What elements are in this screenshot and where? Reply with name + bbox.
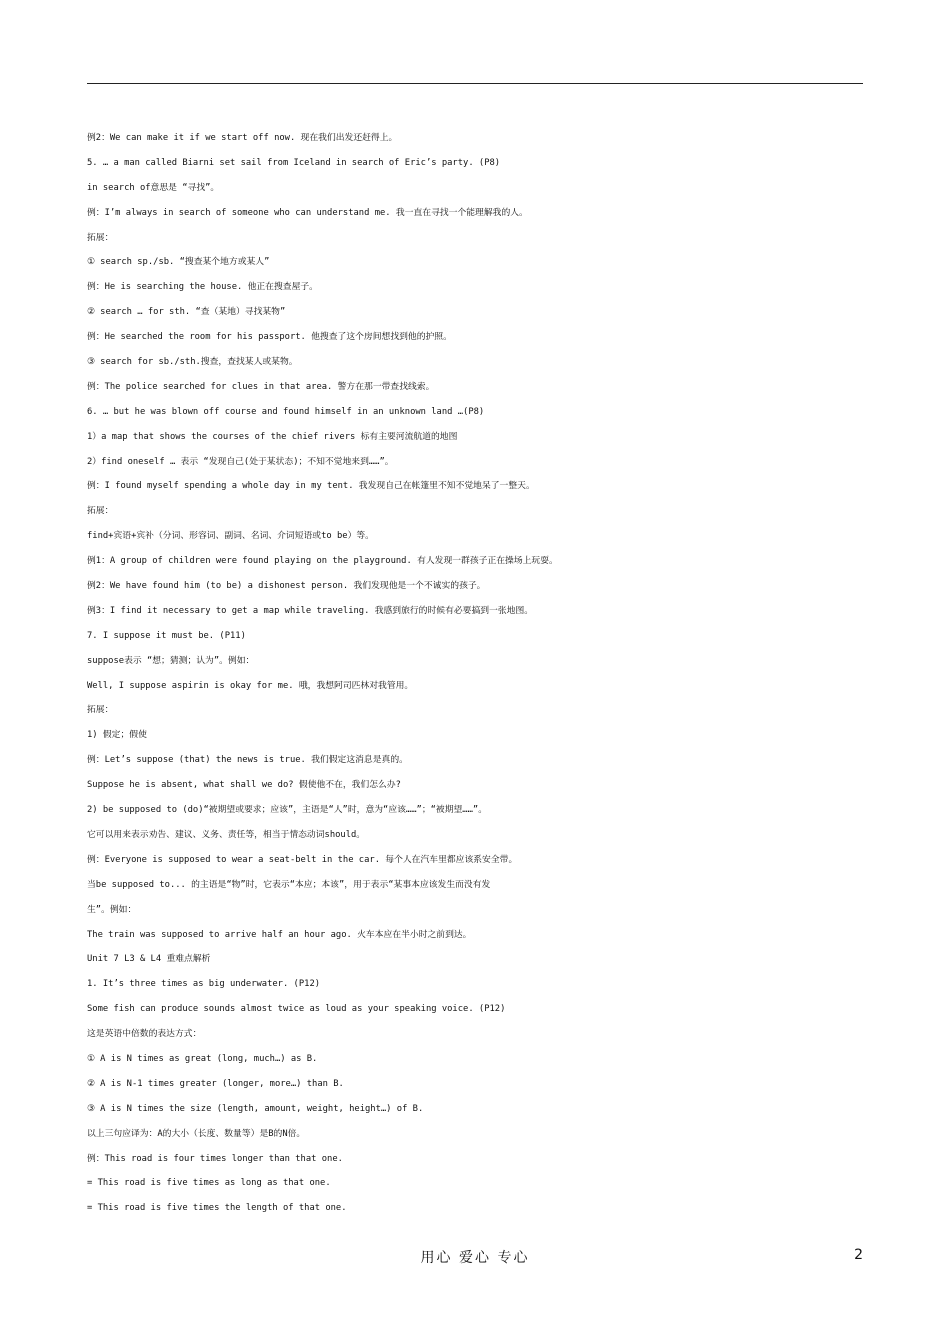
text-line: 1. It’s three times as big underwater. (P12)	[87, 979, 321, 990]
text-line: ③ search for sb./sth.搜查，查找某人或某物。	[87, 357, 298, 368]
text-line: Unit 7 L3 & L4 重难点解析	[87, 954, 211, 965]
text-line: Suppose he is absent, what shall we do? 假使他不在，我们怎么办?	[87, 780, 401, 791]
text-line: 拓展：	[87, 506, 114, 517]
text-line: 2）find oneself … 表示 “发现自己(处于某状态)；不知不觉地来到……”。	[87, 456, 394, 467]
text-line: 例：He searched the room for his passport. 他搜查了这个房间想找到他的护照。	[87, 332, 452, 343]
text-line: 2) be supposed to (do)“被期望或要求；应该”，主语是“人”时，意为“应该……”；“被期望……”。	[87, 805, 487, 816]
footer-motto: 用心 爱心 专心	[420, 1250, 530, 1266]
page-number: 2	[854, 1247, 863, 1263]
text-line: 以上三句应译为：A的大小（长度、数量等）是B的N倍。	[87, 1128, 306, 1139]
text-line: 当be supposed to... 的主语是“物”时，它表示“本应；本该”，用于表示“某事本应该发生而没有发	[87, 879, 491, 890]
text-line: 例：This road is four times longer than that one.	[87, 1153, 343, 1164]
text-line: in search of意思是 “寻找”。	[87, 182, 220, 193]
text-line: 例：He is searching the house. 他正在搜查屋子。	[87, 282, 318, 293]
document-body	[87, 126, 887, 1221]
text-line: 这是英语中倍数的表达方式：	[87, 1029, 202, 1040]
text-line: ① A is N times as great (long, much…) as B.	[87, 1053, 318, 1064]
text-line: 例2：We have found him (to be) a dishonest person. 我们发现他是一个不诚实的孩子。	[87, 581, 486, 592]
text-line: 例：I found myself spending a whole day in my tent. 我发现自己在帐篷里不知不觉地呆了一整天。	[87, 481, 535, 492]
text-line: 例3：I find it necessary to get a map while traveling. 我感到旅行的时候有必要搞到一张地图。	[87, 605, 534, 616]
text-line: 1）a map that shows the courses of the chief rivers 标有主要河流航道的地图	[87, 431, 458, 442]
text-line: 6. … but he was blown off course and found himself in an unknown land …(P8)	[87, 406, 485, 417]
text-line: = This road is five times the length of that one.	[87, 1203, 347, 1214]
text-line: 7. I suppose it must be. (P11)	[87, 630, 246, 641]
text-line: 例：I’m always in search of someone who can understand me. 我一直在寻找一个能理解我的人。	[87, 207, 528, 218]
text-line: suppose表示 “想；猜测；认为”。例如：	[87, 655, 255, 666]
text-line: The train was supposed to arrive half an hour ago. 火车本应在半小时之前到达。	[87, 929, 472, 940]
text-line: find+宾语+宾补（分词、形容词、副词、名词、介词短语或to be）等。	[87, 531, 374, 542]
text-line: ② A is N-1 times greater (longer, more…) than B.	[87, 1078, 344, 1089]
text-line: ① search sp./sb. “搜查某个地方或某人”	[87, 257, 270, 268]
text-line: 1) 假定；假使	[87, 730, 147, 741]
text-line: 例2：We can make it if we start off now. 现在我们出发还赶得上。	[87, 133, 398, 143]
text-line: Some fish can produce sounds almost twice as loud as your speaking voice. (P12)	[87, 1004, 506, 1015]
text-line: 拓展：	[87, 705, 114, 716]
text-line: ③ A is N times the size (length, amount, weight, height…) of B.	[87, 1103, 424, 1114]
header-rule	[87, 83, 863, 84]
text-line: = This road is five times as long as that one.	[87, 1178, 331, 1189]
text-line: 例：Let’s suppose (that) the news is true. 我们假定这消息是真的。	[87, 755, 408, 766]
text-line: 例：Everyone is supposed to wear a seat-belt in the car. 每个人在汽车里都应该系安全带。	[87, 854, 518, 865]
text-line: 生”。例如：	[87, 904, 137, 915]
text-line: 它可以用来表示劝告、建议、义务、责任等，相当于情态动词should。	[87, 829, 366, 840]
text-line: 例1：A group of children were found playing on the playground. 有人发现一群孩子正在操场上玩耍。	[87, 556, 558, 567]
text-line: Well, I suppose aspirin is okay for me. 哦，我想阿司匹林对我管用。	[87, 680, 414, 691]
text-line: 拓展：	[87, 232, 114, 243]
text-line: 5. … a man called Biarni set sail from Iceland in search of Eric’s party. (P8)	[87, 157, 501, 168]
text-line: 例：The police searched for clues in that area. 警方在那一带查找线索。	[87, 381, 435, 392]
text-line: ② search … for sth. “查（某地）寻找某物”	[87, 307, 286, 318]
